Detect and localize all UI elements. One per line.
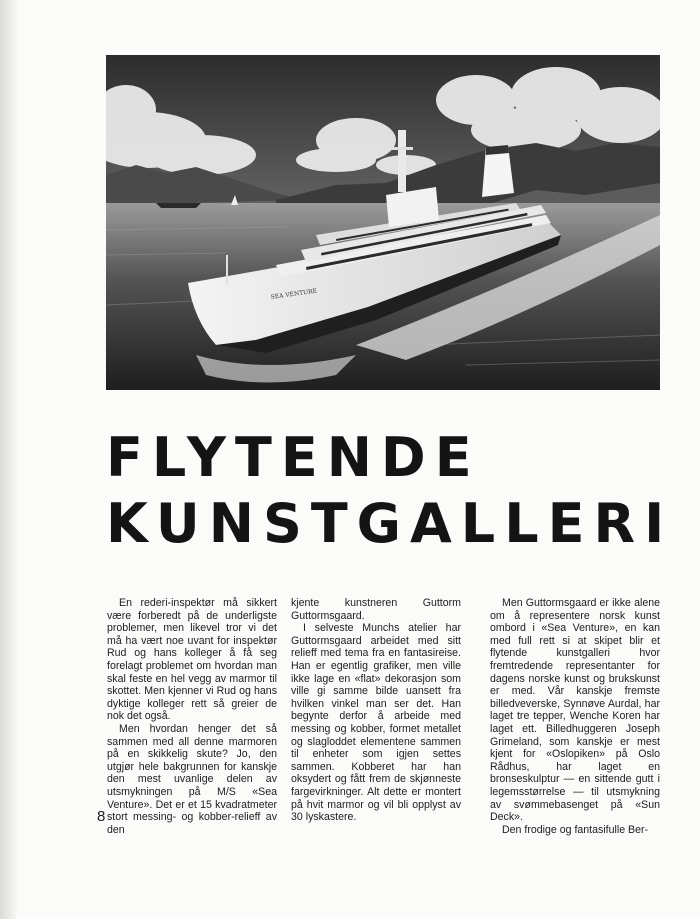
cruise-ship-illustration	[106, 55, 660, 390]
headline-line-2: KUNSTGALLERI	[106, 492, 674, 555]
column2-paragraph-2: I selveste Munchs atelier har Guttormsgaard arbeidet med sitt relieff med tema fra en fantasireise. Han er egentlig grafiker, men ville ikke lage en «flat» dekorasjon som ville gi samme bilde uansett fra hvilken vinkel man ser det. Han begynte derfor å arbeide med messing og kobber, formet metallet og slagloddet elementene sammen til enheter som igjen settes sammen. Kobberet har han oksydert og fått frem de skjønneste fargevirkninger. Alt dette er montert på hvit marmor og vil bli opplyst av 30 lyskastere.	[291, 622, 461, 824]
text-column-1	[107, 597, 277, 836]
article-headline	[106, 425, 674, 557]
text-column-3	[490, 597, 660, 836]
page-gutter-shadow	[0, 0, 18, 919]
column2-paragraph-1: kjente kunstneren Guttorm Guttormsgaard.	[291, 597, 461, 622]
ship-name-label: SEA VENTURE	[270, 287, 318, 301]
column1-paragraph-1: En rederi-inspektør må sikkert være forberedt på de underligste problemer, men likevel tror vi det må ha vært noe uvant for inspektør Rud og hans kolleger å få seg forelagt problemet om hvordan man skal feste en hel vegg av marmor til skottet. Men kjenner vi Rud og hans dyktige kolleger rett så greier de nok det også.	[107, 597, 277, 723]
text-column-2	[291, 597, 461, 824]
page-number: 8	[97, 808, 106, 825]
column1-paragraph-2: Men hvordan henger det så sammen med all denne marmoren på en skikkelig skute? Jo, den utgjør hele bakgrunnen for kanskje den mest uvanlige delen av utsmykningen på M/S «Sea Venture». Det er et 15 kvadratmeter stort messing- og kobber-relieff av den	[107, 722, 277, 836]
column3-paragraph-2: Den frodige og fantasifulle Ber-	[502, 823, 649, 836]
column3-paragraph-1: Men Guttormsgaard er ikke alene om å representere norsk kunst ombord i «Sea Venture», en kan med full rett si at skipet blir et flytende kunstgalleri hvor fremtredende representanter for dagens norske kunst og brukskunst er med. Vår kanskje fremste billedveverske, Synnøve Aurdal, har laget tre tepper, Wenche Koren har laget ett. Billedhuggeren Joseph Grimeland, som kanskje er mest kjent for «Oslopiken» på Oslo Rådhus, har laget en bronseskulptur — en sittende gutt i legemsstørrelse — til utsmykning av svømmebasenget på «Sun Deck».	[490, 597, 660, 824]
headline-line-1: FLYTENDE	[106, 426, 481, 489]
